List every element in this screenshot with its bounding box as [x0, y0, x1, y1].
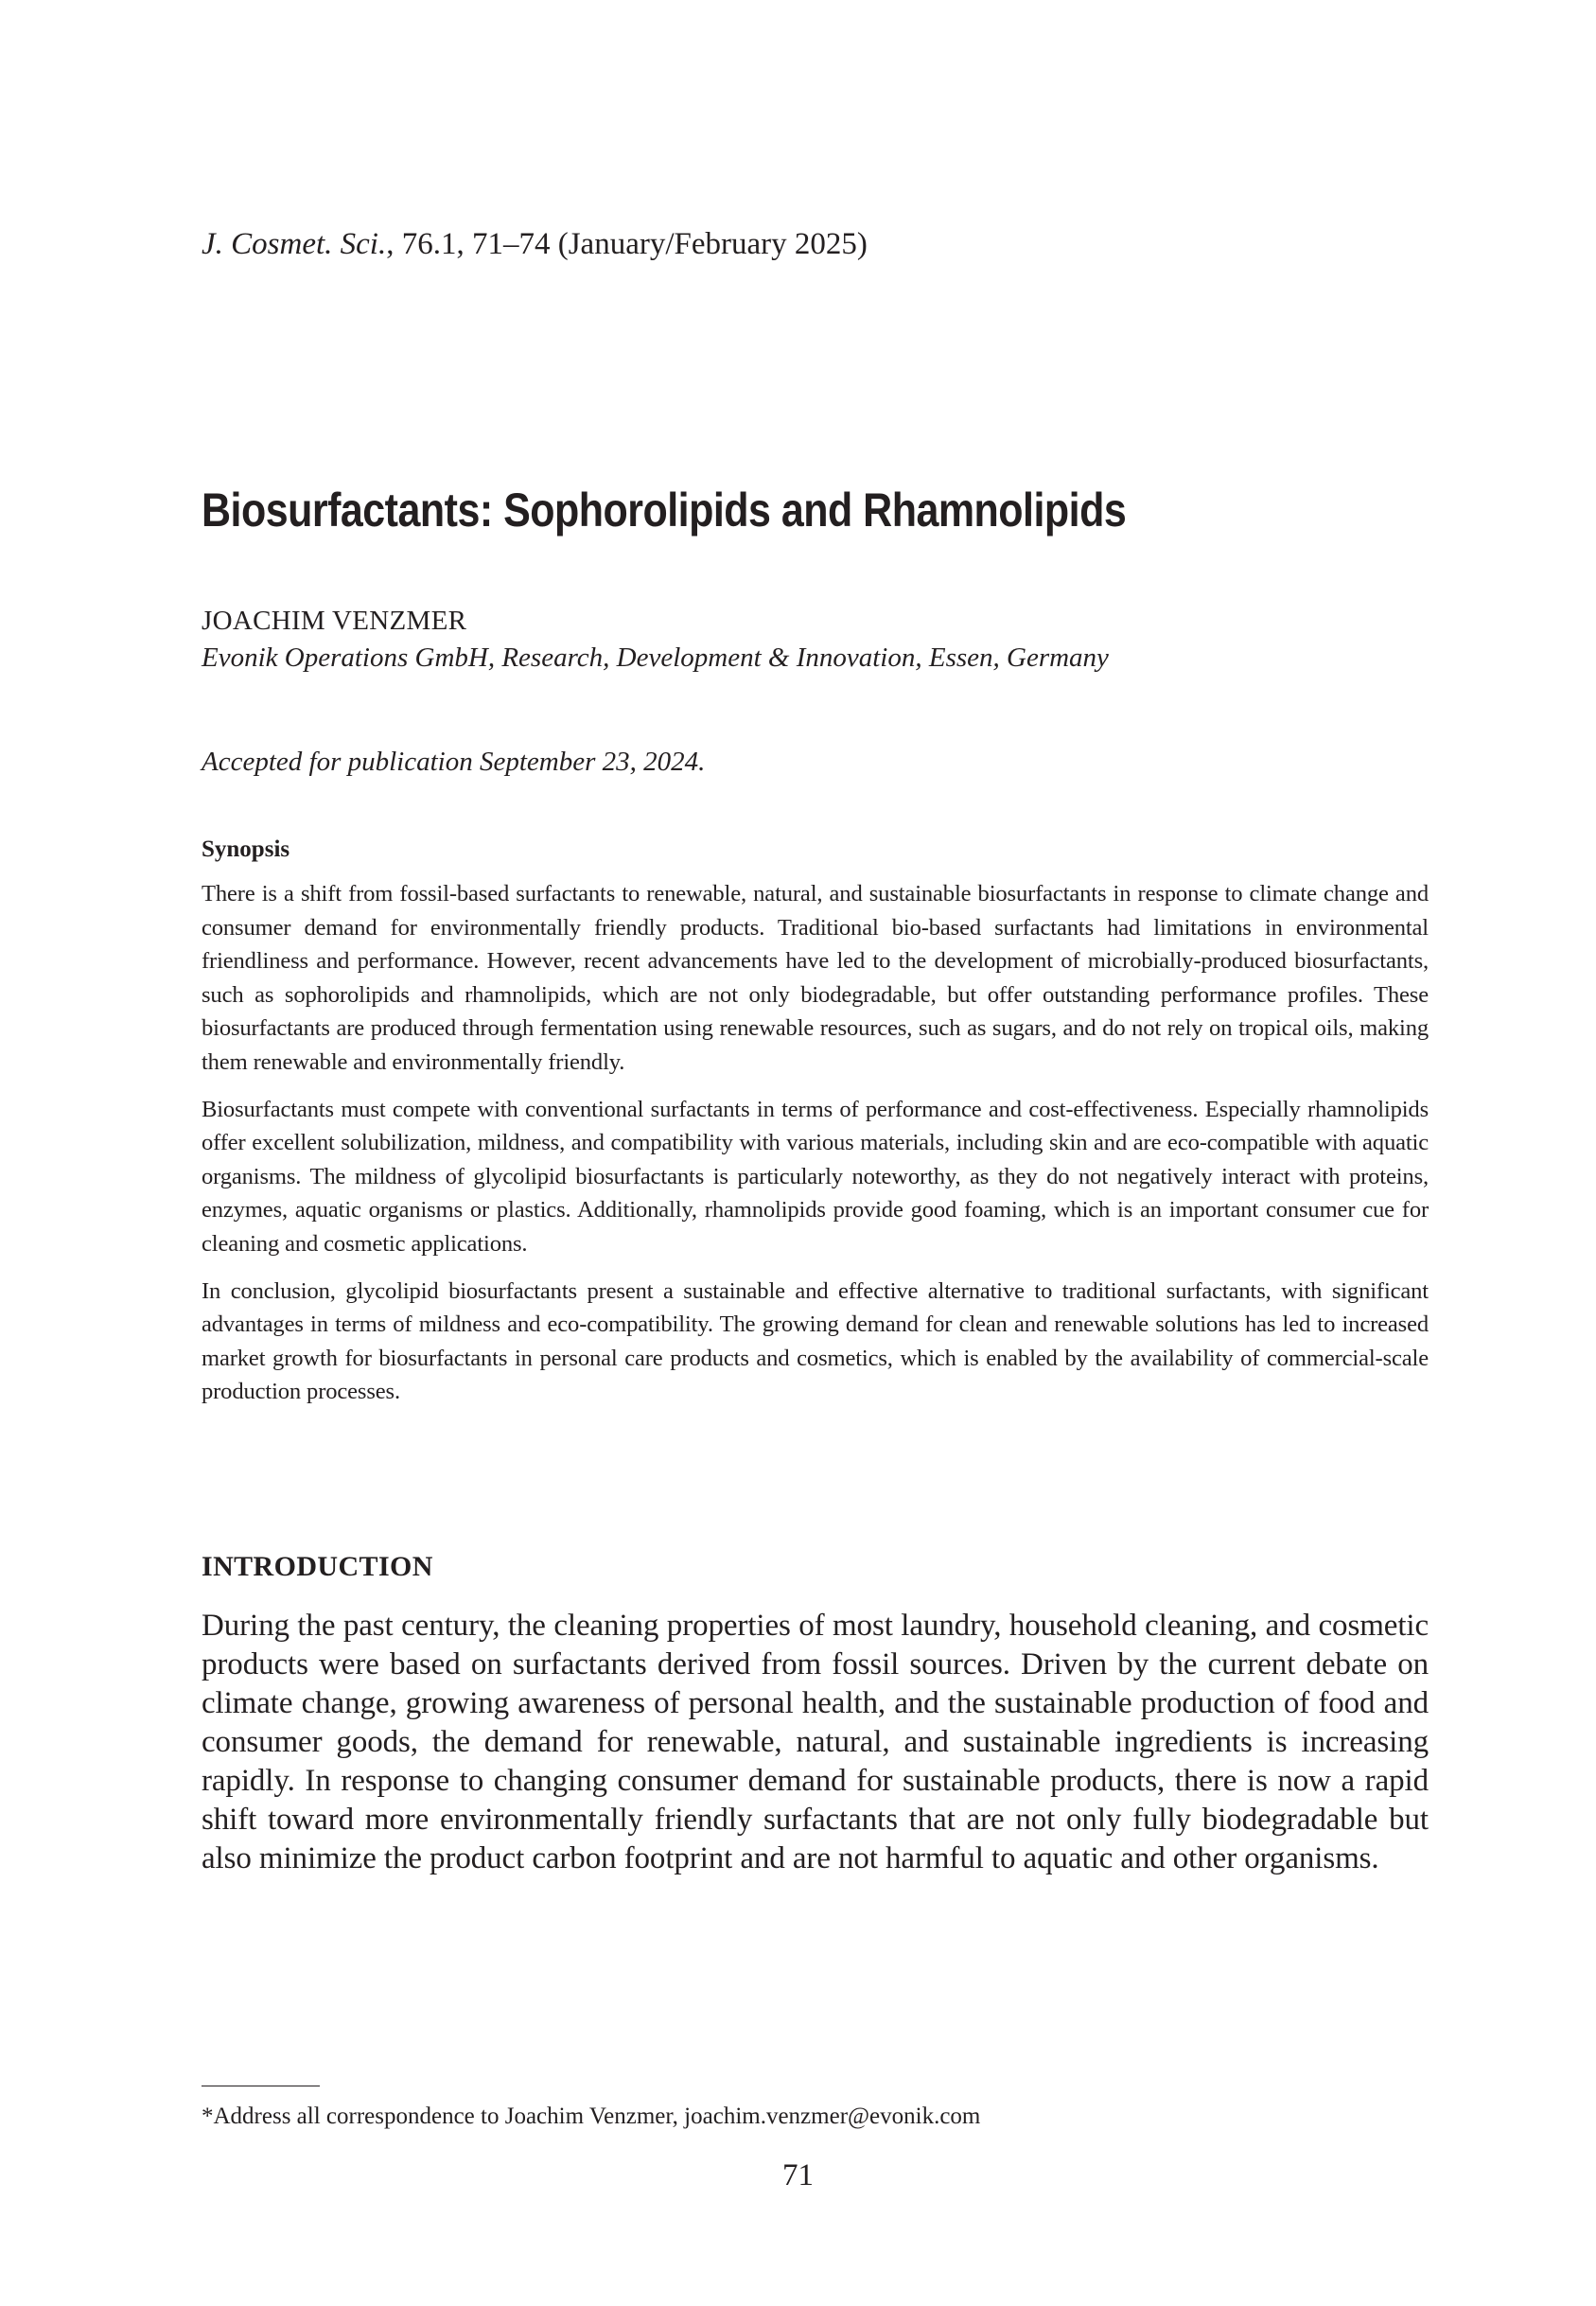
introduction-heading: INTRODUCTION	[202, 1551, 433, 1582]
citation-details: , 76.1, 71–74 (January/February 2025)	[386, 227, 868, 261]
author-affiliation: Evonik Operations GmbH, Research, Development & Innovation, Essen, Germany	[202, 643, 1109, 673]
synopsis-body	[202, 877, 1429, 1422]
synopsis-paragraph: There is a shift from fossil-based surfactants to renewable, natural, and sustainable biosurfactants in response to climate change and consumer demand for environmentally friendly products. Traditional bio-based surfactants had limitations in environmental friendliness and performance. However, recent advancements have led to the development of microbially-produced biosurfactants, such as sophorolipids and rhamnolipids, which are not only biodegradable, but offer outstanding performance profiles. These biosurfactants are produced through fermentation using renewable resources, such as sugars, and do not rely on tropical oils, making them renewable and environmentally friendly.	[202, 881, 1429, 1075]
correspondence-footnote: *Address all correspondence to Joachim Venzmer, joachim.venzmer@evonik.com	[202, 2104, 981, 2129]
page-number: 71	[782, 2158, 814, 2192]
author-name: JOACHIM VENZMER	[202, 606, 467, 636]
synopsis-paragraph: In conclusion, glycolipid biosurfactants present a sustainable and effective alternative to traditional surfactants, with significant advantages in terms of mildness and eco-compatibility. The growing demand for clean and renewable solutions has led to increased market growth for biosurfactants in personal care products and cosmetics, which is enabled by the availability of commercial-scale production processes.	[202, 1277, 1429, 1405]
journal-abbreviation: J. Cosmet. Sci.	[202, 227, 387, 261]
synopsis-paragraph: Biosurfactants must compete with conventional surfactants in terms of performance and cost-effectiveness. Especially rhamnolipids offer excellent solubilization, mildness, and compatibility with various materials, including skin and are eco-compatible with aquatic organisms. The mildness of glycolipid biosurfactants is particularly noteworthy, as they do not negatively interact with proteins, enzymes, aquatic organisms or plastics. Additionally, rhamnolipids provide good foaming, which is an important consumer cue for cleaning and cosmetic applications.	[202, 1096, 1429, 1257]
synopsis-heading: Synopsis	[202, 836, 290, 862]
introduction-paragraph: During the past century, the cleaning properties of most laundry, household cleaning, and cosmetic products were based on surfactants derived from fossil sources. Driven by the current debate on climate change, growing awareness of personal health, and the sustainable production of food and consumer goods, the demand for renewable, natural, and sustainable ingredients is increasing rapidly. In response to changing consumer demand for sustainable products, there is now a rapid shift toward more environmentally friendly surfactants that are not only fully biodegradable but also minimize the product carbon footprint and are not harmful to aquatic and other organisms.	[202, 1609, 1429, 1875]
journal-citation	[202, 223, 1429, 265]
article-title: Biosurfactants: Sophorolipids and Rhamnolipids	[202, 484, 1127, 537]
introduction-body	[202, 1607, 1429, 1878]
acceptance-date: Accepted for publication September 23, 2024.	[202, 747, 706, 777]
